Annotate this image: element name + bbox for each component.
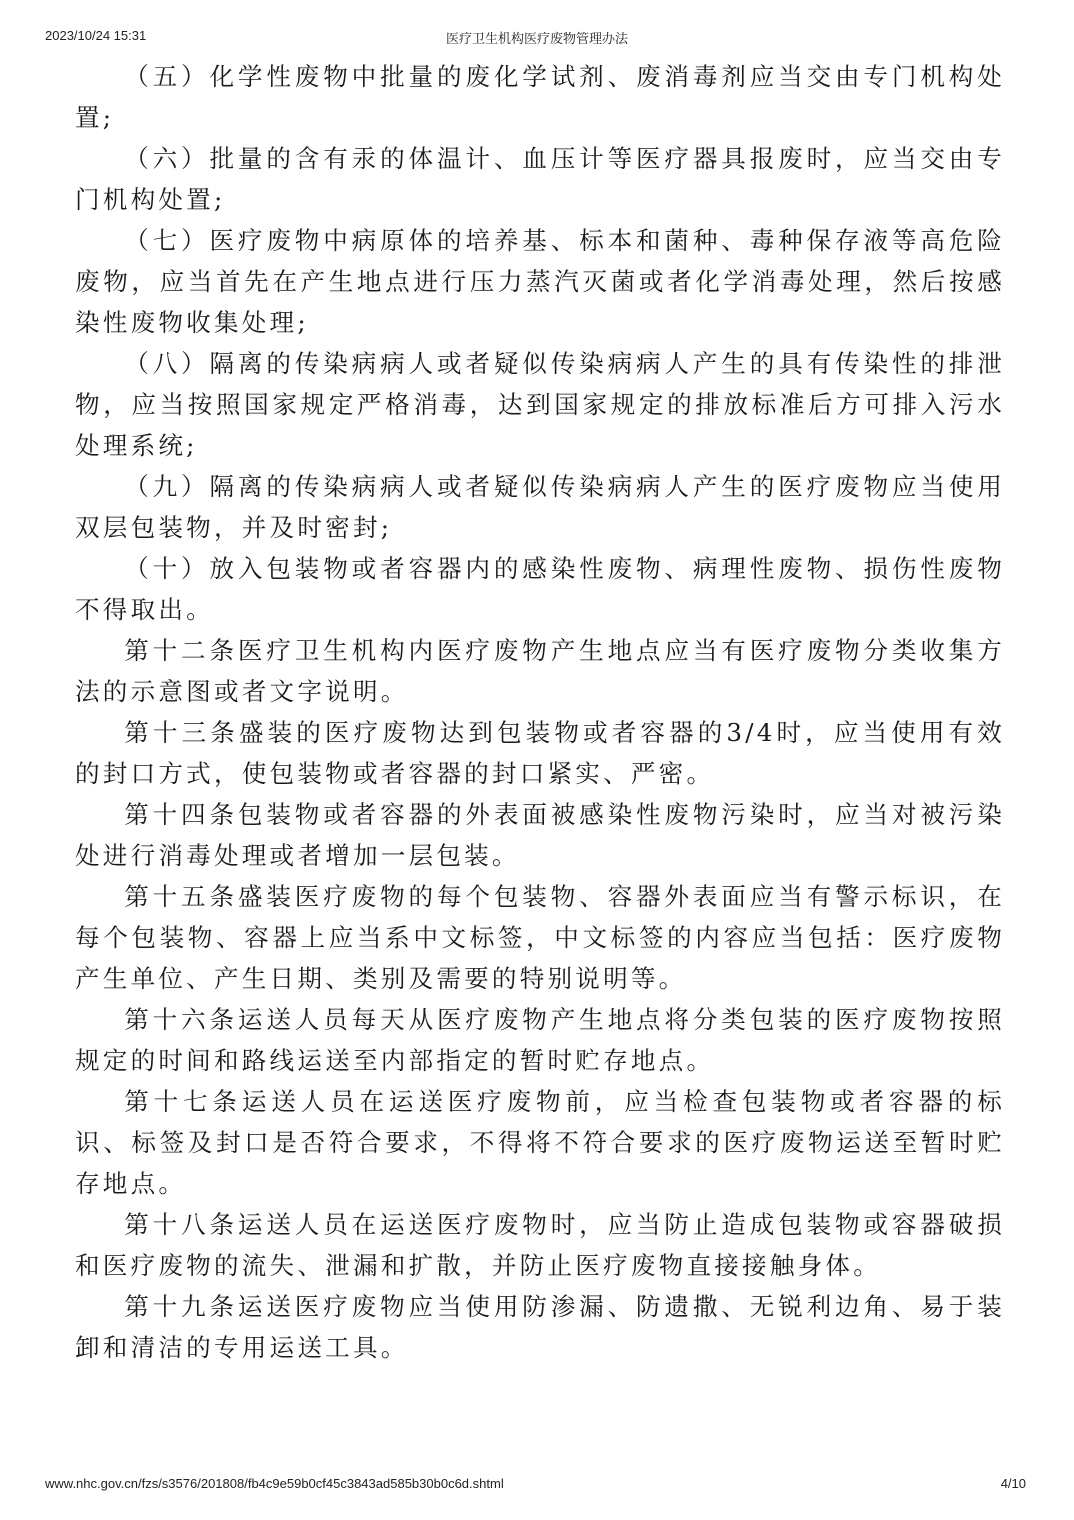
- paragraph-item-5: （五）化学性废物中批量的废化学试剂、废消毒剂应当交由专门机构处置;: [75, 62, 1005, 132]
- paragraph-article-18: 第十八条运送人员在运送医疗废物时，应当防止造成包装物或容器破损和医疗废物的流失、泄漏和扩散，并防止医疗废物直接接触身体。: [75, 1210, 1005, 1280]
- paragraph-item-8: （八）隔离的传染病病人或者疑似传染病病人产生的具有传染性的排泄物，应当按照国家规定严格消毒，达到国家规定的排放标准后方可排入污水处理系统;: [75, 349, 1005, 460]
- paragraph-article-16: 第十六条运送人员每天从医疗废物产生地点将分类包装的医疗废物按照规定的时间和路线运送至内部指定的暂时贮存地点。: [75, 1005, 1005, 1075]
- paragraph-article-15: 第十五条盛装医疗废物的每个包装物、容器外表面应当有警示标识，在每个包装物、容器上应当系中文标签，中文标签的内容应当包括：医疗废物产生单位、产生日期、类别及需要的特别说明等。: [75, 882, 1005, 993]
- document-body: [75, 56, 1005, 1368]
- document-title: 医疗卫生机构医疗废物管理办法: [445, 32, 628, 47]
- paragraph-article-19: 第十九条运送医疗废物应当使用防渗漏、防遗撒、无锐利边角、易于装卸和清洁的专用运送工具。: [75, 1292, 1005, 1362]
- paragraph-item-10: （十）放入包装物或者容器内的感染性废物、病理性废物、损伤性废物不得取出。: [75, 554, 1005, 624]
- paragraph-article-13: 第十三条盛装的医疗废物达到包装物或者容器的3/4时，应当使用有效的封口方式，使包装物或者容器的封口紧实、严密。: [75, 718, 1005, 788]
- paragraph-article-14: 第十四条包装物或者容器的外表面被感染性废物污染时，应当对被污染处进行消毒处理或者增加一层包装。: [75, 800, 1005, 870]
- paragraph-article-17: 第十七条运送人员在运送医疗废物前，应当检查包装物或者容器的标识、标签及封口是否符合要求，不得将不符合要求的医疗废物运送至暂时贮存地点。: [75, 1087, 1005, 1198]
- paragraph-item-9: （九）隔离的传染病病人或者疑似传染病病人产生的医疗废物应当使用双层包装物，并及时密封;: [75, 472, 1005, 542]
- page-number: 4/10: [1000, 1476, 1026, 1491]
- paragraph-item-6: （六）批量的含有汞的体温计、血压计等医疗器具报废时，应当交由专门机构处置;: [75, 144, 1005, 214]
- print-datetime: 2023/10/24 15:31: [45, 28, 147, 43]
- paragraph-item-7: （七）医疗废物中病原体的培养基、标本和菌种、毒种保存液等高危险废物，应当首先在产生地点进行压力蒸汽灭菌或者化学消毒处理，然后按感染性废物收集处理;: [75, 226, 1005, 337]
- source-url: www.nhc.gov.cn/fzs/s3576/201808/fb4c9e59b0cf45c3843ad585b30b0c6d.shtml: [45, 1476, 504, 1491]
- paragraph-article-12: 第十二条医疗卫生机构内医疗废物产生地点应当有医疗废物分类收集方法的示意图或者文字说明。: [75, 636, 1005, 706]
